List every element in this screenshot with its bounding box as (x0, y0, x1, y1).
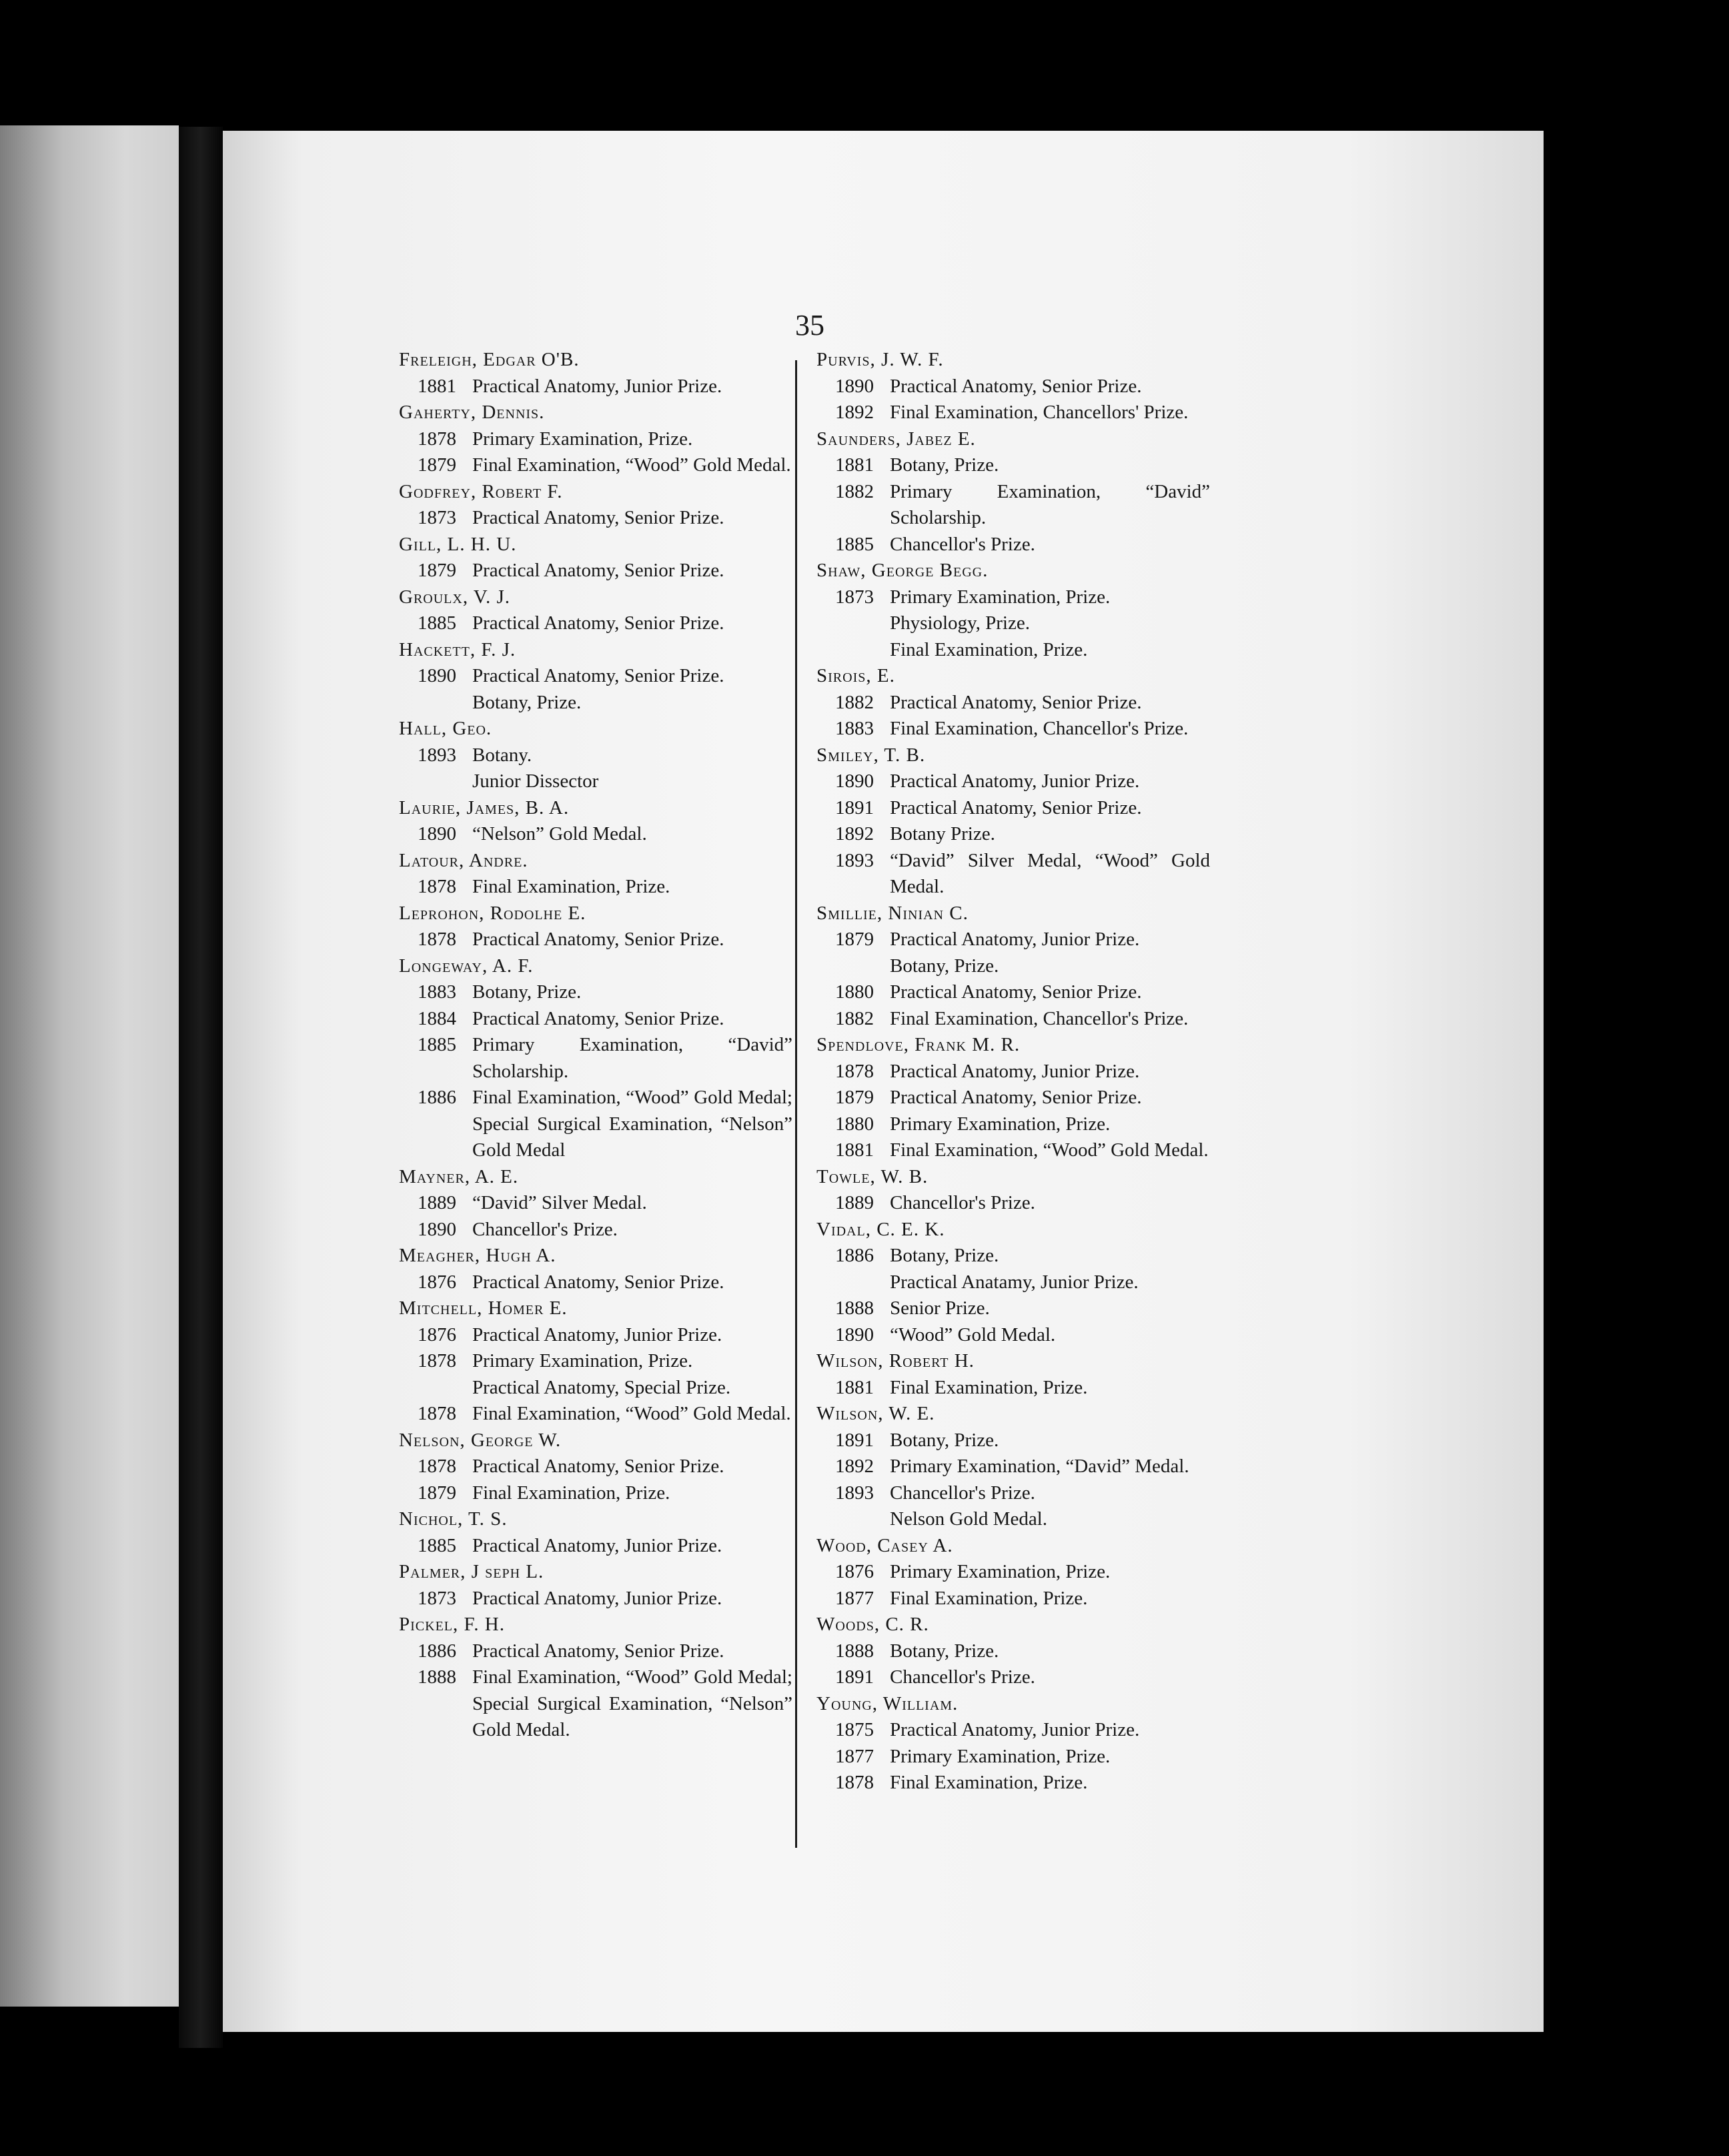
award-line (418, 663, 792, 690)
award-line (835, 1454, 1210, 1480)
honor-entry (399, 584, 792, 637)
award-year: 1892 (835, 402, 874, 423)
book-spine (179, 127, 223, 2048)
award-year: 1880 (835, 1113, 874, 1135)
honor-entry (399, 953, 792, 1164)
award-year: 1882 (835, 691, 874, 713)
award-text: Botany, Prize. (472, 981, 582, 1003)
recipient-name: Mayner, A. E. (399, 1165, 519, 1187)
award-year: 1889 (835, 1192, 874, 1213)
award-text: Primary Examination, Prize. (472, 1350, 693, 1372)
honor-entry (399, 532, 792, 584)
award-line (418, 874, 792, 901)
award-text: Practical Anatomy, Senior Prize. (472, 1271, 724, 1293)
award-text: Senior Prize. (890, 1297, 990, 1319)
award-year: 1881 (835, 1139, 874, 1161)
award-year: 1890 (835, 1323, 874, 1345)
award-text: Chancellor's Prize. (890, 1482, 1035, 1504)
award-line (418, 610, 792, 637)
recipient-name: Laurie, James, B. A. (399, 796, 570, 819)
recipient-name: Meagher, Hugh A. (399, 1245, 556, 1266)
award-line (835, 1586, 1210, 1612)
recipient-name: Latour, Andre. (399, 849, 528, 871)
award-line (835, 1638, 1210, 1665)
award-year: 1882 (835, 1007, 874, 1029)
award-year: 1876 (418, 1323, 456, 1345)
award-text: Final Examination, Prize. (890, 638, 1088, 660)
honor-entry (399, 1164, 792, 1243)
award-year: 1886 (418, 1087, 456, 1108)
award-year: 1892 (835, 1456, 874, 1477)
award-year: 1890 (418, 665, 456, 686)
award-line (835, 452, 1210, 479)
award-text: Practical Anatomy, Senior Prize. (472, 560, 724, 581)
award-line (418, 1375, 792, 1402)
award-text: Final Examination, Chancellor's Prize. (890, 718, 1189, 739)
award-year: 1879 (418, 560, 456, 581)
award-line (418, 505, 792, 532)
award-year: 1878 (835, 1772, 874, 1793)
award-line (418, 1085, 792, 1164)
award-text: Practical Anatomy, Senior Prize. (890, 1087, 1142, 1108)
recipient-name: Freleigh, Edgar O'B. (399, 349, 580, 370)
honor-entry (816, 1691, 1210, 1796)
recipient-name: Hackett, F. J. (399, 638, 516, 660)
honor-entry (816, 663, 1210, 742)
award-line (835, 374, 1210, 400)
award-year (835, 1269, 890, 1296)
recipient-name: Wood, Casey A. (816, 1534, 953, 1556)
award-line (835, 716, 1210, 742)
award-line (418, 1032, 792, 1085)
award-year: 1877 (835, 1587, 874, 1609)
award-year: 1875 (835, 1719, 874, 1740)
award-text: Primary Examination, “David” Scholarship. (472, 1034, 792, 1082)
award-year: 1888 (835, 1640, 874, 1662)
award-text: Botany, Prize. (890, 955, 999, 977)
honor-entry (399, 795, 792, 848)
award-line (835, 768, 1210, 795)
award-text: Final Examination, “Wood” Gold Medal; Special Surgical Examination, “Nelson” Gold Medal. (472, 1666, 792, 1740)
left-column (399, 347, 792, 1744)
award-text: Primary Examination, Prize. (890, 1561, 1111, 1582)
award-line (835, 400, 1210, 426)
recipient-name: Saunders, Jabez E. (816, 428, 976, 450)
award-line (835, 1006, 1210, 1033)
award-year: 1881 (418, 375, 456, 397)
award-line (835, 532, 1210, 558)
award-year (418, 690, 472, 716)
award-text: Practical Anatomy, Senior Prize. (472, 1640, 724, 1662)
award-text: Practical Anatomy, Junior Prize. (890, 1060, 1140, 1082)
recipient-name: Towle, W. B. (816, 1165, 929, 1187)
award-line (835, 953, 1210, 980)
award-line (418, 742, 792, 769)
award-text: Practical Anatomy, Junior Prize. (890, 770, 1140, 792)
award-line (835, 1506, 1210, 1533)
award-line (418, 927, 792, 953)
honor-entry (399, 637, 792, 716)
award-line (835, 637, 1210, 664)
award-year: 1881 (835, 1376, 874, 1398)
honor-entry (399, 1559, 792, 1612)
award-year (418, 1375, 472, 1402)
award-text: Practical Anatomy, Senior Prize. (472, 612, 724, 634)
honor-entry (399, 1295, 792, 1428)
award-line (835, 1744, 1210, 1770)
right-column (816, 347, 1210, 1796)
award-year: 1893 (418, 744, 456, 766)
award-year: 1878 (418, 876, 456, 897)
recipient-name: Shaw, George Begg. (816, 560, 989, 581)
award-year: 1879 (418, 454, 456, 476)
award-year: 1878 (418, 1403, 456, 1424)
award-text: Practical Anatomy, Senior Prize. (472, 665, 724, 686)
award-text: Botany, Prize. (472, 691, 582, 713)
award-text: Botany, Prize. (890, 1429, 999, 1451)
award-line (835, 821, 1210, 848)
honor-entry (399, 848, 792, 901)
award-line (835, 1770, 1210, 1796)
award-year: 1873 (418, 1587, 456, 1609)
column-divider (795, 360, 797, 1848)
award-year (835, 1506, 890, 1533)
award-text: “Nelson” Gold Medal. (472, 823, 647, 845)
award-line (835, 690, 1210, 716)
award-line (835, 979, 1210, 1006)
award-text: Primary Examination, “David” Scholarship. (890, 480, 1210, 528)
award-year: 1878 (835, 1060, 874, 1082)
award-line (835, 1559, 1210, 1586)
left-page-edge (0, 125, 179, 2007)
award-line (835, 1085, 1210, 1111)
recipient-name: Smiley, T. B. (816, 744, 926, 766)
award-year: 1882 (835, 480, 874, 502)
recipient-name: Longeway, A. F. (399, 955, 534, 977)
honor-entry (399, 347, 792, 400)
award-line (835, 1664, 1210, 1691)
award-text: Primary Examination, Prize. (890, 586, 1111, 608)
award-year: 1891 (835, 1666, 874, 1688)
award-text: Chancellor's Prize. (890, 1192, 1035, 1213)
award-line (418, 1190, 792, 1217)
recipient-name: Vidal, C. E. K. (816, 1218, 945, 1240)
honor-entry (399, 1243, 792, 1295)
award-text: Practical Anatomy, Junior Prize. (472, 1323, 722, 1345)
recipient-name: Young, William. (816, 1692, 959, 1714)
honor-entry (816, 558, 1210, 663)
honor-entry (816, 1533, 1210, 1612)
honor-entry (816, 742, 1210, 901)
award-line (835, 1269, 1210, 1296)
recipient-name: Spendlove, Frank M. R. (816, 1034, 1021, 1055)
award-line (418, 452, 792, 479)
award-text: Practical Anatomy, Senior Prize. (472, 1007, 724, 1029)
award-line (418, 374, 792, 400)
award-text: Chancellor's Prize. (890, 1666, 1035, 1688)
award-year: 1891 (835, 1429, 874, 1451)
award-year: 1878 (418, 1456, 456, 1477)
award-line (835, 1295, 1210, 1322)
award-text: Practical Anatomy, Junior Prize. (472, 375, 722, 397)
award-year: 1885 (418, 1034, 456, 1055)
award-year: 1884 (418, 1007, 456, 1029)
award-text: Final Examination, Prize. (472, 876, 670, 897)
award-line (418, 558, 792, 584)
award-year: 1890 (418, 823, 456, 845)
award-text: Final Examination, Chancellor's Prize. (890, 1007, 1189, 1029)
award-year: 1883 (835, 718, 874, 739)
award-year: 1885 (418, 1534, 456, 1556)
award-text: Practical Anatomy, Special Prize. (472, 1376, 731, 1398)
honor-entry (816, 901, 1210, 1033)
award-text: Practical Anatomy, Senior Prize. (890, 796, 1142, 819)
honor-entry (399, 479, 792, 532)
recipient-name: Hall, Geo. (399, 718, 492, 739)
honor-entry (399, 901, 792, 953)
award-year: 1879 (835, 1087, 874, 1108)
award-line (418, 1664, 792, 1744)
award-line (418, 1454, 792, 1480)
award-text: Primary Examination, Prize. (890, 1745, 1111, 1767)
award-line (418, 1217, 792, 1243)
award-year: 1881 (835, 454, 874, 476)
recipient-name: Sirois, E. (816, 665, 895, 686)
award-year: 1890 (835, 770, 874, 792)
honor-entry (399, 1506, 792, 1559)
page-number: 35 (795, 309, 824, 342)
award-text: Final Examination, Prize. (472, 1482, 670, 1504)
award-line (418, 1480, 792, 1507)
award-year: 1879 (418, 1482, 456, 1504)
award-line (418, 1533, 792, 1560)
award-text: Practical Anatomy, Senior Prize. (472, 507, 724, 528)
honor-entry (816, 1348, 1210, 1401)
honor-entry (816, 1217, 1210, 1349)
award-year: 1880 (835, 981, 874, 1003)
award-text: Final Examination, Prize. (890, 1376, 1088, 1398)
award-text: Botany. (472, 744, 532, 766)
recipient-name: Gaherty, Dennis. (399, 402, 545, 423)
award-year: 1891 (835, 796, 874, 819)
award-line (835, 1111, 1210, 1138)
award-year: 1876 (835, 1561, 874, 1582)
award-line (418, 1401, 792, 1428)
award-year: 1886 (418, 1640, 456, 1662)
award-text: Nelson Gold Medal. (890, 1508, 1047, 1530)
honor-entry (816, 1401, 1210, 1533)
award-year: 1886 (835, 1245, 874, 1266)
award-line (835, 927, 1210, 953)
honor-entry (816, 1032, 1210, 1164)
award-line (418, 1638, 792, 1665)
award-text: Chancellor's Prize. (890, 533, 1035, 555)
award-line (835, 1375, 1210, 1402)
honor-entry (816, 347, 1210, 426)
award-year: 1873 (835, 586, 874, 608)
award-line (835, 1190, 1210, 1217)
award-text: Practical Anatomy, Senior Prize. (472, 929, 724, 950)
award-line (418, 1006, 792, 1033)
award-text: Practical Anatomy, Senior Prize. (890, 691, 1142, 713)
award-line (835, 1322, 1210, 1349)
recipient-name: Leprohon, Rodolhe E. (399, 902, 586, 924)
award-text: Final Examination, “Wood” Gold Medal. (472, 1403, 791, 1424)
award-year: 1878 (418, 929, 456, 950)
award-text: Junior Dissector (472, 770, 599, 792)
award-year: 1893 (835, 1482, 874, 1504)
award-text: Practical Anatamy, Junior Prize. (890, 1271, 1139, 1293)
award-line (418, 768, 792, 795)
award-year: 1885 (835, 533, 874, 555)
honor-entry (399, 1612, 792, 1744)
honor-entry (399, 1428, 792, 1507)
award-text: Final Examination, Prize. (890, 1772, 1088, 1793)
award-text: Final Examination, “Wood” Gold Medal. (472, 454, 791, 476)
award-text: Practical Anatomy, Junior Prize. (472, 1534, 722, 1556)
award-year: 1877 (835, 1745, 874, 1767)
award-text: Primary Examination, Prize. (890, 1113, 1111, 1135)
award-line (835, 610, 1210, 637)
award-text: “Wood” Gold Medal. (890, 1323, 1056, 1345)
award-text: Practical Anatomy, Junior Prize. (472, 1587, 722, 1609)
recipient-name: Groulx, V. J. (399, 586, 511, 608)
recipient-name: Nelson, George W. (399, 1429, 562, 1451)
award-text: Botany, Prize. (890, 454, 999, 476)
award-year: 1885 (418, 612, 456, 634)
award-year: 1879 (835, 929, 874, 950)
recipient-name: Smillie, Ninian C. (816, 902, 969, 924)
award-text: Primary Examination, Prize. (472, 428, 693, 450)
award-line (835, 1480, 1210, 1507)
award-text: Practical Anatomy, Junior Prize. (890, 929, 1140, 950)
award-text: Final Examination, “Wood” Gold Medal. (890, 1139, 1209, 1161)
award-text: Final Examination, Prize. (890, 1587, 1088, 1609)
award-line (418, 1322, 792, 1349)
recipient-name: Palmer, J seph L. (399, 1561, 544, 1582)
recipient-name: Pickel, F. H. (399, 1614, 506, 1635)
award-year: 1878 (418, 428, 456, 450)
recipient-name: Mitchell, Homer E. (399, 1297, 568, 1319)
honor-entry (816, 426, 1210, 558)
award-line (835, 1059, 1210, 1085)
award-line (835, 1137, 1210, 1164)
award-line (835, 479, 1210, 532)
award-year: 1890 (418, 1218, 456, 1240)
recipient-name: Woods, C. R. (816, 1614, 929, 1635)
award-text: Botany, Prize. (890, 1245, 999, 1266)
award-text: Chancellor's Prize. (472, 1218, 618, 1240)
award-year: 1889 (418, 1192, 456, 1213)
award-text: Practical Anatomy, Senior Prize. (890, 981, 1142, 1003)
recipient-name: Gill, L. H. U. (399, 533, 517, 555)
recipient-name: Wilson, Robert H. (816, 1350, 975, 1372)
award-year (835, 953, 890, 980)
award-year: 1892 (835, 823, 874, 845)
honor-entry (816, 1612, 1210, 1691)
honor-entry (399, 400, 792, 479)
award-line (835, 795, 1210, 822)
honor-entry (399, 716, 792, 795)
award-line (418, 979, 792, 1006)
award-text: “David” Silver Medal. (472, 1192, 647, 1213)
award-line (418, 1586, 792, 1612)
recipient-name: Nichol, T. S. (399, 1508, 508, 1530)
award-line (835, 1717, 1210, 1744)
award-year: 1878 (418, 1350, 456, 1372)
award-line (418, 426, 792, 453)
award-year (835, 610, 890, 637)
award-text: Final Examination, “Wood” Gold Medal; Special Surgical Examination, “Nelson” Gold Medal (472, 1087, 792, 1161)
recipient-name: Godfrey, Robert F. (399, 480, 563, 502)
award-text: “David” Silver Medal, “Wood” Gold Medal. (890, 849, 1210, 897)
award-text: Final Examination, Chancellors' Prize. (890, 402, 1189, 423)
award-year (418, 768, 472, 795)
award-line (418, 821, 792, 848)
recipient-name: Purvis, J. W. F. (816, 349, 944, 370)
award-year: 1888 (418, 1666, 456, 1688)
award-year: 1890 (835, 375, 874, 397)
award-year: 1883 (418, 981, 456, 1003)
honor-entry (816, 1164, 1210, 1217)
recipient-name: Wilson, W. E. (816, 1403, 935, 1424)
award-line (835, 1428, 1210, 1454)
award-line (418, 1348, 792, 1375)
award-line (835, 1243, 1210, 1269)
award-year (835, 637, 890, 664)
award-year: 1873 (418, 507, 456, 528)
award-text: Physiology, Prize. (890, 612, 1030, 634)
award-year: 1888 (835, 1297, 874, 1319)
award-year: 1876 (418, 1271, 456, 1293)
award-text: Botany Prize. (890, 823, 995, 845)
award-line (835, 848, 1210, 901)
award-text: Botany, Prize. (890, 1640, 999, 1662)
award-line (835, 584, 1210, 611)
award-year: 1893 (835, 849, 874, 871)
award-text: Practical Anatomy, Junior Prize. (890, 1719, 1140, 1740)
award-line (418, 690, 792, 716)
award-line (418, 1269, 792, 1296)
award-text: Primary Examination, “David” Medal. (890, 1456, 1189, 1477)
award-text: Practical Anatomy, Senior Prize. (890, 375, 1142, 397)
award-text: Practical Anatomy, Senior Prize. (472, 1456, 724, 1477)
